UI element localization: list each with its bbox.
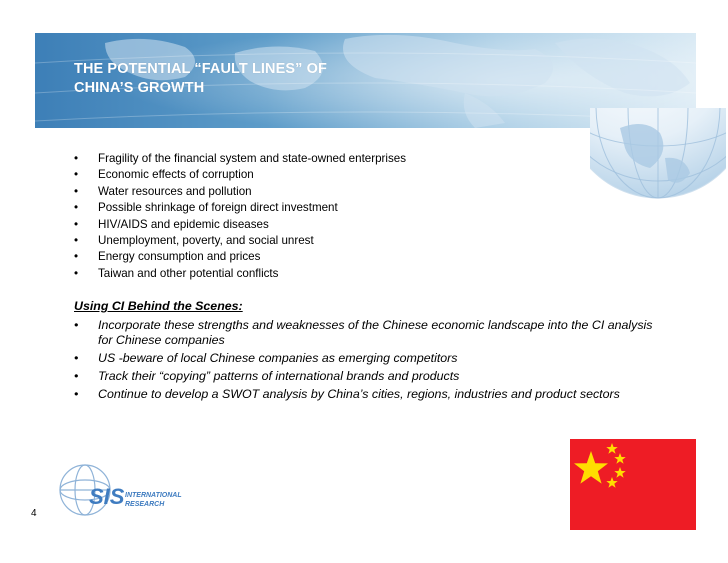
list-item xyxy=(74,184,534,200)
list-item xyxy=(74,266,534,282)
bullet: • xyxy=(74,387,79,401)
list-item xyxy=(74,233,534,249)
bullet: • xyxy=(74,217,79,231)
sis-logo xyxy=(55,460,185,520)
list-item xyxy=(74,369,664,384)
bullet: • xyxy=(74,318,79,332)
bullet: • xyxy=(74,369,79,383)
list-item-text: Fragility of the financial system and state-owned enterprises xyxy=(98,152,407,165)
title-line-1: THE POTENTIAL “FAULT LINES” OF xyxy=(74,61,327,77)
ci-points-list xyxy=(74,318,664,405)
bullet: • xyxy=(74,233,79,247)
list-item xyxy=(74,351,664,366)
title-line-2: CHINA’S GROWTH xyxy=(74,80,205,96)
bullet: • xyxy=(74,351,79,365)
list-item xyxy=(74,387,664,402)
bullet: • xyxy=(74,184,79,198)
list-item-text: Taiwan and other potential conflicts xyxy=(98,266,279,280)
list-item xyxy=(74,217,534,233)
logo-mark: SIS xyxy=(89,484,125,509)
bullet: • xyxy=(74,201,79,215)
list-item xyxy=(74,151,534,167)
list-item xyxy=(74,249,534,265)
list-item-text: Unemployment, poverty, and social unrest xyxy=(98,233,314,247)
page-number: 4 xyxy=(31,508,37,519)
list-item xyxy=(74,200,534,216)
bullet: • xyxy=(74,152,79,165)
globe-icon xyxy=(590,108,726,218)
list-item-text: HIV/AIDS and epidemic diseases xyxy=(98,217,269,231)
slide-title xyxy=(74,60,327,98)
bullet: • xyxy=(74,250,79,264)
china-flag-icon xyxy=(570,439,696,530)
logo-line-1: INTERNATIONAL xyxy=(125,492,182,499)
logo-line-2: RESEARCH xyxy=(125,501,165,508)
bullet: • xyxy=(74,266,79,280)
list-item-text: Possible shrinkage of foreign direct investment xyxy=(98,201,338,215)
bullet: • xyxy=(74,168,79,182)
ci-heading: Using CI Behind the Scenes: xyxy=(74,299,243,313)
list-item-text: Track their “copying” patterns of international brands and products xyxy=(98,369,460,383)
list-item-text: Economic effects of corruption xyxy=(98,168,254,182)
fault-lines-list xyxy=(74,151,534,282)
list-item-text: Energy consumption and prices xyxy=(98,250,261,264)
list-item xyxy=(74,318,664,348)
list-item-text: Incorporate these strengths and weaknesses of the Chinese economic landscape into the CI analysis for Chinese companies xyxy=(98,318,653,347)
list-item-text: US -beware of local Chinese companies as emerging competitors xyxy=(98,351,458,365)
list-item-text: Water resources and pollution xyxy=(98,184,252,198)
list-item-text: Continue to develop a SWOT analysis by China’s cities, regions, industries and product sectors xyxy=(98,387,620,401)
list-item xyxy=(74,167,534,183)
